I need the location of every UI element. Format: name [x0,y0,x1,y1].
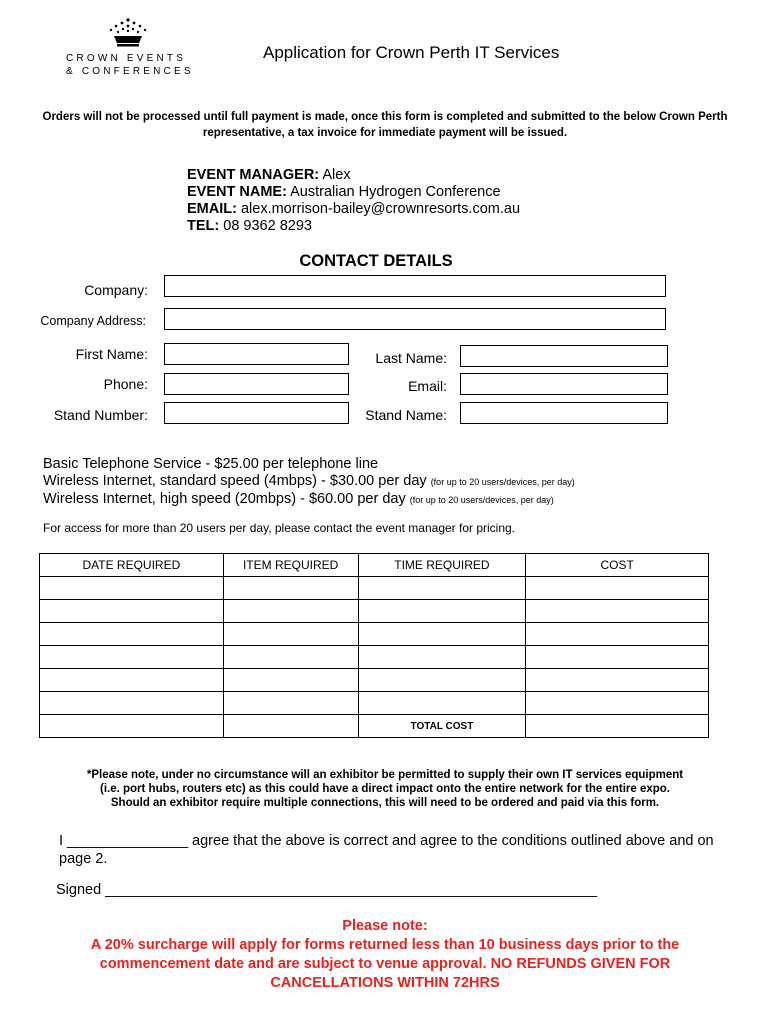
table-cell[interactable] [40,577,224,600]
event-tel-label: TEL: [187,218,220,234]
service-wifi-high [43,491,575,509]
event-tel-row [187,218,520,235]
service-wifi-high-note: (for up to 20 users/devices, per day) [409,495,554,505]
table-row [40,623,709,646]
first-name-field[interactable] [164,343,349,365]
table-cell[interactable] [526,577,709,600]
table-cell[interactable] [40,646,224,669]
table-cell[interactable] [40,623,224,646]
event-manager-row [187,167,520,184]
surcharge-warning [40,917,730,993]
table-cell[interactable] [40,669,224,692]
stand-number-field[interactable] [164,402,349,424]
contact-details-heading: CONTACT DETAILS [299,252,453,270]
service-telephone: Basic Telephone Service - $25.00 per telephone line [43,456,379,472]
table-cell[interactable] [358,600,526,623]
table-row [40,600,709,623]
event-details [187,167,520,235]
table-cell[interactable] [223,669,358,692]
first-name-label: First Name: [75,346,148,362]
table-cell[interactable] [358,577,526,600]
table-cell[interactable] [526,623,709,646]
table-cell[interactable] [526,669,709,692]
total-cost-value[interactable] [526,715,709,738]
service-wifi-standard-note: (for up to 20 users/devices, per day) [430,477,575,487]
table-cell [223,715,358,738]
table-cell[interactable] [358,692,526,715]
table-cell[interactable] [223,577,358,600]
signature-line[interactable]: Signed _____________________________________________________________ [56,882,598,898]
cost-header: COST [526,554,709,577]
table-cell[interactable] [223,623,358,646]
agreement-statement: I _______________ agree that the above is correct and agree to the conditions outlined above and on page 2. [59,833,714,867]
table-cell[interactable] [526,600,709,623]
table-header-row [40,554,709,577]
warning-body: A 20% surcharge will apply for forms returned less than 10 business days prior to the commencement date and are subject to venue approval. NO REFUNDS GIVEN FOR CANCELLATIONS WITHIN 72HRS [90,937,680,991]
equipment-note [40,768,730,810]
crown-logo [66,18,206,78]
event-manager-label: EVENT MANAGER: [187,167,320,183]
event-tel-value: 08 9362 8293 [223,218,312,234]
stand-name-label: Stand Name: [365,407,447,423]
table-cell[interactable] [526,646,709,669]
phone-field[interactable] [164,373,349,395]
date-required-header: DATE REQUIRED [40,554,224,577]
table-cell[interactable] [526,692,709,715]
service-wifi-standard-text: Wireless Internet, standard speed (4mbps) - $30.00 per day [43,473,427,489]
equipment-note-line3: Should an exhibitor require multiple connections, this will need to be ordered and paid via this form. [110,797,660,809]
logo-line1: CROWN EVENTS [66,53,187,64]
service-wifi-standard [43,473,575,491]
table-cell[interactable] [40,692,224,715]
page-title: Application for Crown Perth IT Services [263,43,560,62]
table-cell[interactable] [223,692,358,715]
table-row [40,692,709,715]
time-required-header: TIME REQUIRED [358,554,526,577]
company-label: Company: [84,282,148,298]
service-wifi-high-text: Wireless Internet, high speed (20mbps) - $60.00 per day [43,491,406,507]
event-name-label: EVENT NAME: [187,184,287,200]
table-cell[interactable] [223,600,358,623]
logo-line2: & CONFERENCES [66,66,194,77]
table-row [40,669,709,692]
email-label: Email: [408,378,447,394]
company-address-label: Company Address: [40,314,146,328]
table-row [40,577,709,600]
equipment-note-line1: *Please note, under no circumstance will an exhibitor be permitted to supply their own IT services equipment [86,769,684,781]
crown-icon [108,18,148,48]
event-email-row [187,201,520,218]
event-name-row [187,184,520,201]
table-row [40,646,709,669]
total-cost-label: TOTAL COST [358,715,526,738]
services-list [43,456,575,509]
payment-notice: Orders will not be processed until full payment is made, once this form is completed and submitted to the below Crown Perth representative, a tax invoice for immediate payment will be issued. [42,111,728,139]
order-table [39,553,709,738]
email-field[interactable] [460,373,668,395]
event-manager-value: Alex [322,167,351,183]
table-cell[interactable] [223,646,358,669]
stand-name-field[interactable] [460,402,668,424]
stand-number-label: Stand Number: [53,407,148,423]
last-name-label: Last Name: [375,350,447,366]
company-address-field[interactable] [164,308,666,330]
table-cell[interactable] [358,623,526,646]
last-name-field[interactable] [460,345,668,367]
access-note: For access for more than 20 users per day, please contact the event manager for pricing. [43,521,516,535]
total-row [40,715,709,738]
equipment-note-line2: (i.e. port hubs, routers etc) as this could have a direct impact onto the entire network for the entire expo. [100,783,670,795]
table-cell [40,715,224,738]
phone-label: Phone: [103,376,148,392]
warning-title: Please note: [342,918,428,934]
event-email-label: EMAIL: [187,201,237,217]
event-name-value: Australian Hydrogen Conference [290,184,501,200]
item-required-header: ITEM REQUIRED [223,554,358,577]
company-field[interactable] [164,275,666,297]
event-email-value: alex.morrison-bailey@crownresorts.com.au [240,201,521,217]
table-cell[interactable] [358,669,526,692]
table-cell[interactable] [358,646,526,669]
table-cell[interactable] [40,600,224,623]
